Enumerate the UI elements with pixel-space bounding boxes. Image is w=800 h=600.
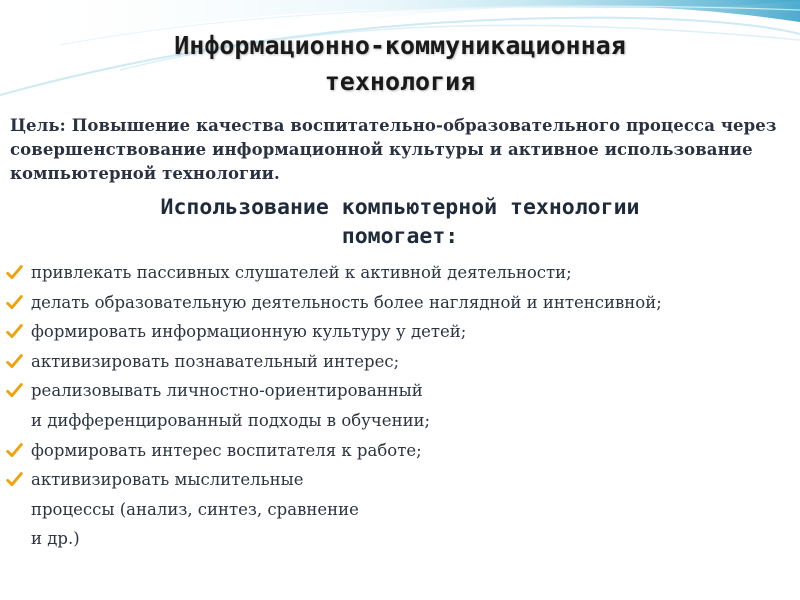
checkmark-icon xyxy=(6,353,23,370)
list-item xyxy=(0,465,800,554)
list-item-continuation: и др.) xyxy=(31,529,80,549)
list-item-text: привлекать пассивных слушателей к активной деятельности; xyxy=(31,263,572,282)
list-item-continuation: процессы (анализ, синтез, сравнение xyxy=(31,499,359,519)
list-item xyxy=(0,376,800,435)
subtitle-line2: помогает: xyxy=(341,224,459,249)
list-item xyxy=(0,317,800,347)
checkmark-icon xyxy=(6,294,23,311)
checkmark-icon xyxy=(6,382,23,399)
list-item-text: делать образовательную деятельность более наглядной и интенсивной; xyxy=(31,292,662,312)
list-item xyxy=(0,347,800,377)
list-item xyxy=(0,436,800,466)
slide-title xyxy=(40,28,760,100)
checkmark-icon xyxy=(6,471,23,488)
subtitle-line1: Использование компьютерной технологии xyxy=(160,195,640,220)
list-item-continuation: и дифференцированный подходы в обучении; xyxy=(31,410,431,430)
checkmark-icon xyxy=(6,442,23,459)
list-item-text: формировать интерес воспитателя к работе; xyxy=(31,440,422,460)
checkmark-icon xyxy=(6,264,23,281)
subtitle xyxy=(20,193,780,251)
slide-title-line2: технология xyxy=(324,67,476,96)
list-item-text: активизировать мыслительные xyxy=(31,470,304,490)
benefits-list xyxy=(0,258,800,554)
list-item-text: активизировать познавательный интерес; xyxy=(31,351,400,371)
list-item xyxy=(0,288,800,318)
goal-paragraph: Цель: Повышение качества воспитательно-образовательного процесса через совершенствование информационной культуры и активное использование компьютерной технологии. xyxy=(10,116,777,183)
list-item-text: реализовывать личностно-ориентированный xyxy=(31,381,423,401)
checkmark-icon xyxy=(6,323,23,340)
list-item xyxy=(0,258,800,288)
slide-title-line1: Информационно-коммуникационная xyxy=(174,31,626,60)
list-item-text: формировать информационную культуру у детей; xyxy=(31,322,467,342)
